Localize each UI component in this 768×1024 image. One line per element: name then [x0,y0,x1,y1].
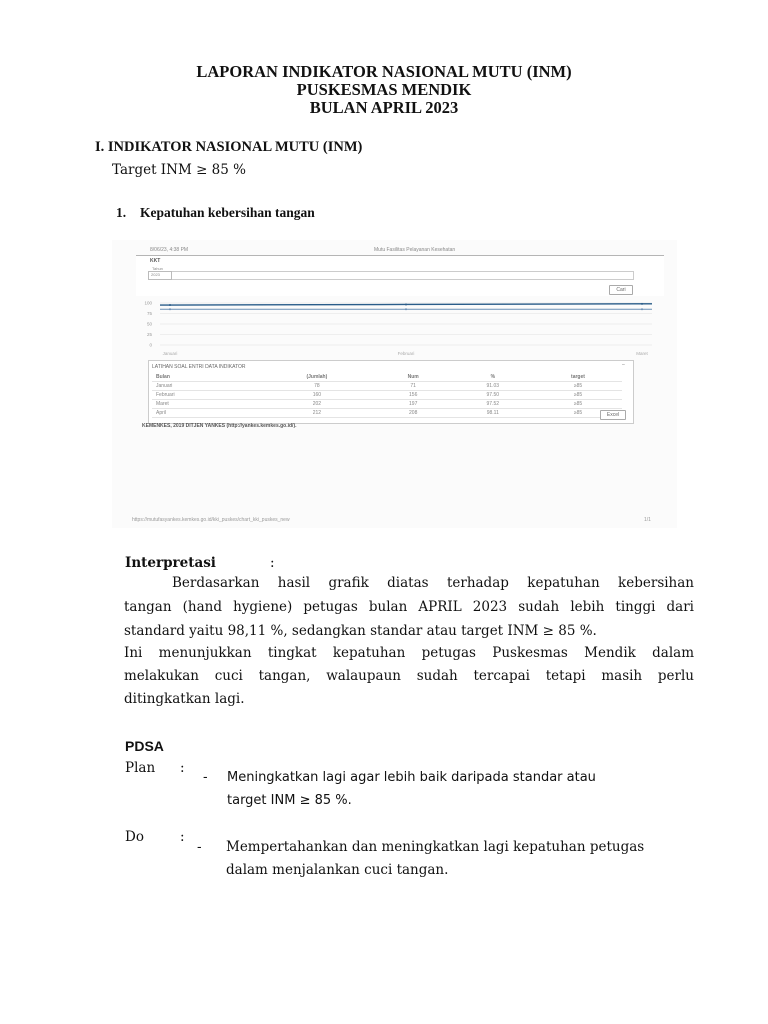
chart-point [405,308,407,310]
table-cell: Januari [152,382,259,391]
table-cell: 78 [259,382,375,391]
table-cell: 98.11 [452,409,534,418]
table-header-row [152,373,622,382]
table-row [152,409,622,418]
table-header: (Jumlah) [259,373,375,382]
footer-credit: KEMENKES, 2019 DITJEN YANKES (http://yankes.kemkes.go.id/). [142,423,297,429]
interpretasi-label: Interpretasi [125,555,216,571]
interpretasi-colon: : [270,555,275,571]
chart-point [169,308,171,310]
table-cell: ≥85 [534,400,622,409]
table-row [152,400,622,409]
plan-item-line2: target INM ≥ 85 %. [227,793,352,808]
table-cell: 71 [375,382,452,391]
section-heading: I. INDIKATOR NASIONAL MUTU (INM) [95,139,363,155]
filter-card-title: KKT [150,258,161,264]
table-cell: ≥85 [534,382,622,391]
screenshot-page-title: Mutu Fasilitas Pelayanan Kesehatan [374,247,456,253]
year-select-value: 2023 [151,272,160,277]
data-table [152,373,622,418]
table-cell: 202 [259,400,375,409]
subsection-number: 1. [116,205,127,220]
report-title-line3: BULAN APRIL 2023 [309,98,459,117]
subsection-heading [116,205,315,221]
interpretasi-line-4: Ini menunjukkan tingkat kepatuhan petugas Puskesmas Mendik dalam [124,645,694,661]
indicator-chart [112,295,677,360]
table-row [152,391,622,400]
chart-y-tick-label: 75 [146,311,152,316]
year-input-field[interactable] [148,271,634,280]
table-title: LATIHAN SOAL ENTRI DATA INDIKATOR [152,364,246,370]
plan-dash: - [203,769,208,785]
do-item-line2: dalam menjalankan cuci tangan. [226,862,449,878]
screenshot-url: https://mutufasyankes.kemkes.go.id/kki_puskes/chart_kki_puskes_new [132,517,290,523]
chart-point [641,308,643,310]
table-header: % [452,373,534,382]
report-title-line2: PUSKESMAS MENDIK [296,80,472,99]
page-indicator: 1/1 [644,517,651,523]
table-cell: 160 [259,391,375,400]
excel-button[interactable]: Excel [600,410,626,420]
chart-y-tick-label: 25 [146,332,152,337]
chart-y-tick-label: 0 [149,342,152,348]
do-dash: - [197,839,202,855]
chart-y-tick-label: 50 [146,321,152,327]
do-item-line1: Mempertahankan dan meningkatkan lagi kepatuhan petugas [226,839,645,855]
interpretasi-line-3: standard yaitu 98,11 %, sedangkan standar atau target INM ≥ 85 %. [124,623,597,639]
table-cell: Maret [152,400,259,409]
chart-point [169,304,171,306]
table-header: target [534,373,622,382]
table-row [152,382,622,391]
table-cell: 97.52 [452,400,534,409]
table-cell: 208 [375,409,452,418]
screenshot-timestamp: 8/06/23, 4:38 PM [150,247,189,253]
table-header: Num [375,373,452,382]
interpretasi-line-6: ditingkatkan lagi. [124,691,245,707]
year-label: Tahun [152,266,163,271]
report-title-line1: LAPORAN INDIKATOR NASIONAL MUTU (INM) [196,62,572,81]
plan-colon: : [180,760,185,776]
table-cell: April [152,409,259,418]
chart-point [405,303,407,305]
table-cell: ≥85 [534,391,622,400]
interpretasi-line-2: tangan (hand hygiene) petugas bulan APRIL 2023 sudah lebih tinggi dari [124,599,694,615]
target-text: Target INM ≥ 85 % [112,162,246,178]
table-cell: 212 [259,409,375,418]
subsection-title: Kepatuhan kebersihan tangan [140,205,315,220]
do-label: Do [125,829,144,845]
table-header: Bulan [152,373,259,382]
table-cell: 197 [375,400,452,409]
chart-x-tick-label: Februari [397,351,415,356]
chart-x-tick-label: Maret [636,351,648,356]
embedded-screenshot [112,240,677,528]
plan-item-line1: Meningkatkan lagi agar lebih baik daripada standar atau [227,770,596,785]
chart-point [641,303,643,305]
table-cell: 156 [375,391,452,400]
collapse-icon[interactable]: – [622,362,625,368]
plan-label: Plan [125,760,156,776]
cari-button[interactable]: Cari [609,285,633,295]
interpretasi-line-5: melakukan cuci tangan, walaupaun sudah tercapai tetapi masih perlu [124,668,694,684]
pdsa-label: PDSA [125,738,164,754]
table-cell: 97.50 [452,391,534,400]
table-cell: ≥85 [534,409,622,418]
do-colon: : [180,829,185,845]
chart-y-tick-label: 100 [144,300,152,306]
chart-x-tick-label: Januari [162,351,178,356]
table-cell: Februari [152,391,259,400]
interpretasi-line-1: Berdasarkan hasil grafik diatas terhadap kepatuhan kebersihan [172,575,694,591]
table-cell: 91.03 [452,382,534,391]
